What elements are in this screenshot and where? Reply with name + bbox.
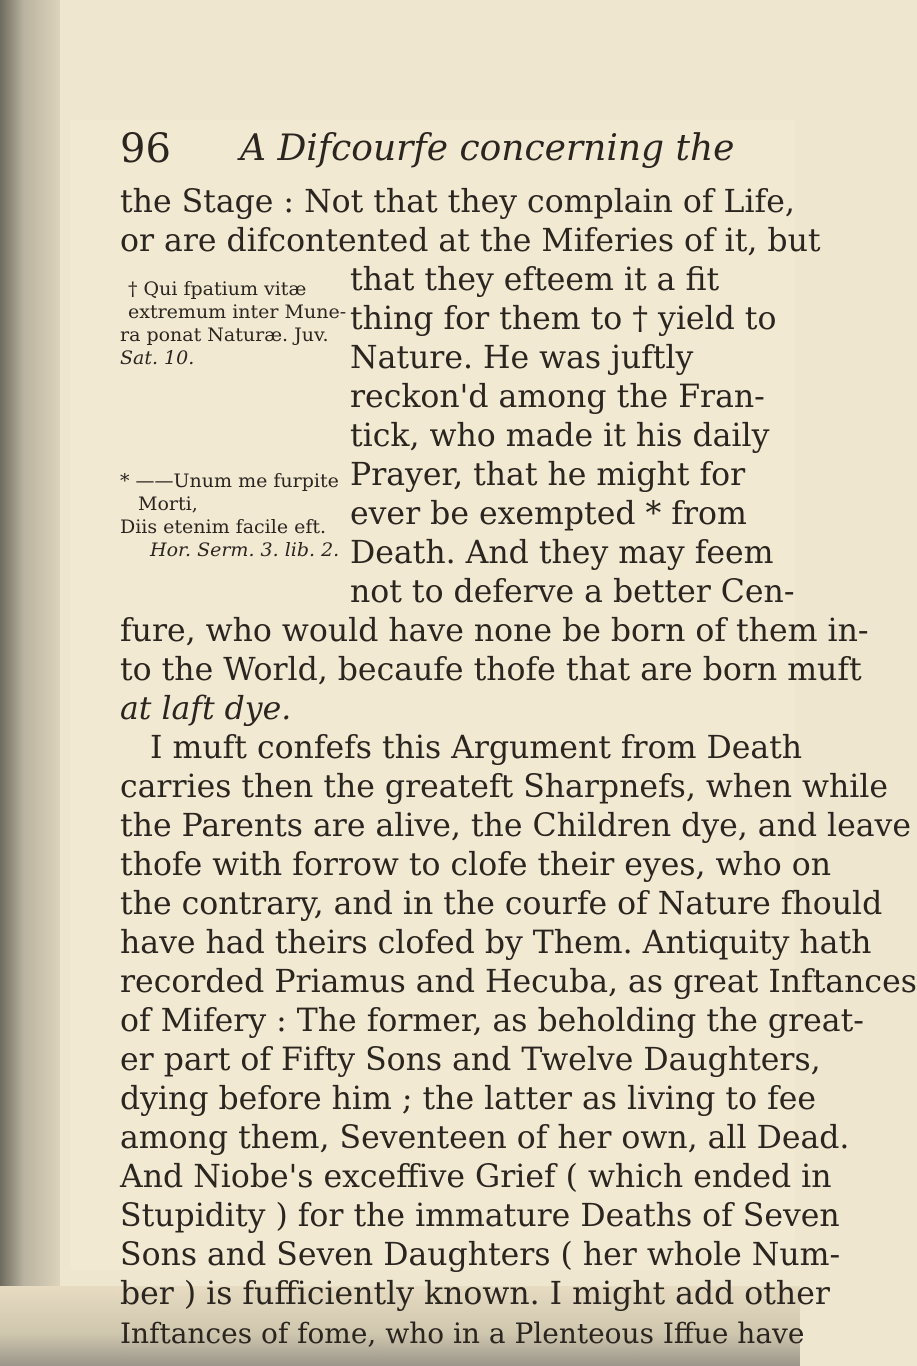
- text-line: have had theirs clofed by Them. Antiquity hath: [120, 925, 872, 961]
- text-line: Death. And they may feem: [350, 535, 774, 571]
- text-line: dying before him ; the latter as living to fee: [120, 1081, 817, 1117]
- page-number: 96: [120, 126, 171, 172]
- text-line: Prayer, that he might for: [350, 457, 746, 493]
- text-line: not to deferve a better Cen-: [350, 574, 795, 610]
- text-line: carries then the greateft Sharpnefs, when while: [120, 769, 889, 805]
- running-head: A Difcourfe concerning the: [240, 128, 735, 169]
- note-star-line: Diis etenim facile eft.: [120, 516, 327, 538]
- text-line: recorded Priamus and Hecuba, as great Inftances: [120, 964, 917, 1000]
- note-dagger-line: Sat. 10.: [120, 347, 195, 369]
- text-line: Stupidity ) for the immature Deaths of Seven: [120, 1198, 840, 1234]
- text-line: or are difcontented at the Miferies of it, but: [120, 223, 821, 259]
- note-star-line: * ——Unum me furpite: [120, 470, 339, 492]
- note-dagger-line: † Qui fpatium vitæ: [128, 278, 307, 300]
- text-line: ever be exempted * from: [350, 496, 747, 532]
- text-line: ber ) is fufficiently known. I might add other: [120, 1276, 830, 1312]
- text-line: the contrary, and in the courfe of Nature fhould: [120, 886, 883, 922]
- text-line: to the World, becaufe thofe that are born muft: [120, 652, 862, 688]
- text-line: reckon'd among the Fran-: [350, 379, 765, 415]
- text-line: at laft dye.: [120, 691, 292, 727]
- text-line: the Parents are alive, the Children dye, and leave: [120, 808, 911, 844]
- note-dagger-line: ra ponat Naturæ. Juv.: [120, 324, 329, 346]
- note-dagger-line: extremum inter Mune-: [128, 301, 347, 323]
- text-line: tick, who made it his daily: [350, 418, 770, 454]
- text-line: fure, who would have none be born of them in-: [120, 613, 869, 649]
- note-star-line: Morti,: [138, 493, 198, 515]
- text-line: the Stage : Not that they complain of Life,: [120, 184, 795, 220]
- text-line: of Mifery : The former, as beholding the great-: [120, 1003, 864, 1039]
- text-line: Inftances of fome, who in a Plenteous Iffue have: [120, 1317, 805, 1350]
- text-line: Sons and Seven Daughters ( her whole Num-: [120, 1237, 841, 1273]
- page-gutter-shadow: [0, 0, 60, 1366]
- text-line: that they efteem it a fit: [350, 262, 720, 298]
- text-line: And Niobe's exceffive Grief ( which ended in: [120, 1159, 832, 1195]
- note-star-line: Hor. Serm. 3. lib. 2.: [150, 539, 340, 561]
- text-line: thing for them to † yield to: [350, 301, 777, 337]
- text-line: Nature. He was juftly: [350, 340, 694, 376]
- text-line: I muft confefs this Argument from Death: [150, 730, 803, 766]
- text-line: er part of Fifty Sons and Twelve Daughters,: [120, 1042, 821, 1078]
- text-line: among them, Seventeen of her own, all Dead.: [120, 1120, 850, 1156]
- text-line: thofe with forrow to clofe their eyes, who on: [120, 847, 832, 883]
